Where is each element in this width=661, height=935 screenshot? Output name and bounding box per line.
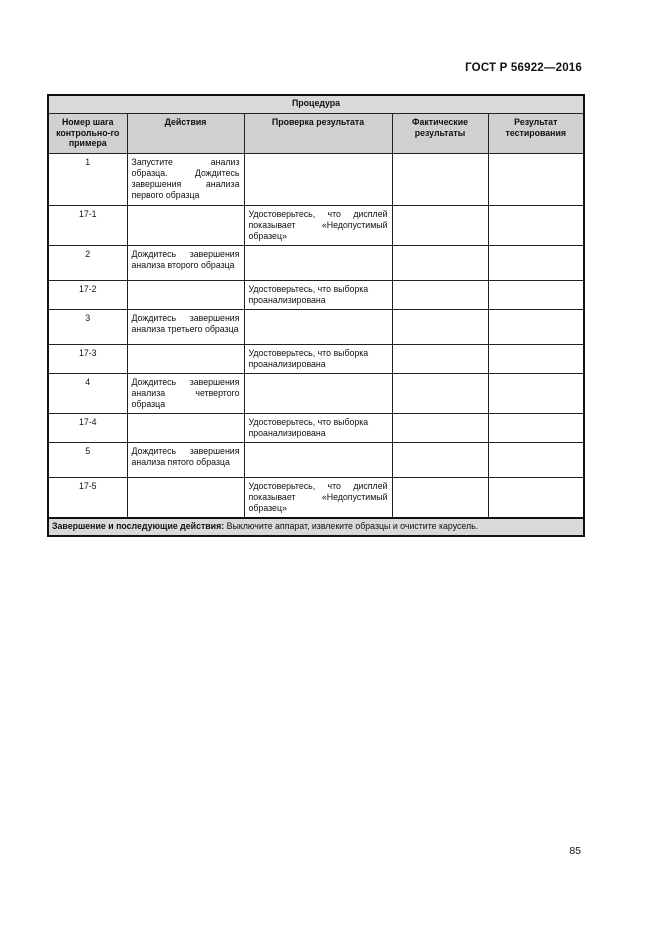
table-row — [48, 310, 584, 345]
completion-note-lead: Завершение и последующие действия: — [52, 521, 225, 531]
check-cell: Удостоверьтесь, что выборка проанализирована — [244, 281, 392, 310]
result-cell — [488, 478, 584, 519]
completion-note-text: Выключите аппарат, извлеките образцы и очистите карусель. — [224, 521, 479, 531]
check-cell — [244, 310, 392, 345]
result-cell — [488, 374, 584, 414]
column-header-check: Проверка результата — [244, 114, 392, 154]
step-number: 1 — [48, 154, 127, 206]
procedure-table — [47, 94, 585, 537]
step-number: 4 — [48, 374, 127, 414]
result-cell — [488, 281, 584, 310]
result-cell — [488, 206, 584, 246]
column-header-actions: Действия — [127, 114, 244, 154]
table-row — [48, 154, 584, 206]
actual-cell — [392, 414, 488, 443]
result-cell — [488, 310, 584, 345]
check-cell: Удостоверьтесь, что выборка проанализирована — [244, 414, 392, 443]
check-cell — [244, 443, 392, 478]
result-cell — [488, 414, 584, 443]
step-number: 2 — [48, 246, 127, 281]
table-row — [48, 478, 584, 519]
table-row — [48, 414, 584, 443]
column-header-result: Результат тестирования — [488, 114, 584, 154]
table-title: Процедура — [48, 95, 584, 114]
actual-cell — [392, 281, 488, 310]
step-number: 17-5 — [48, 478, 127, 519]
table-header-row — [48, 114, 584, 154]
action-cell — [127, 281, 244, 310]
action-cell: Дождитесь завершения анализа четвертого образца — [127, 374, 244, 414]
table-footer-row — [48, 518, 584, 536]
actual-cell — [392, 206, 488, 246]
result-cell — [488, 246, 584, 281]
actual-cell — [392, 154, 488, 206]
actual-cell — [392, 374, 488, 414]
table-row — [48, 206, 584, 246]
step-number: 17-4 — [48, 414, 127, 443]
step-number: 17-3 — [48, 345, 127, 374]
result-cell — [488, 154, 584, 206]
action-cell: Дождитесь завершения анализа пятого образца — [127, 443, 244, 478]
actual-cell — [392, 246, 488, 281]
column-header-step: Номер шага контрольно-го примера — [48, 114, 127, 154]
table-row — [48, 246, 584, 281]
table-row — [48, 281, 584, 310]
check-cell — [244, 154, 392, 206]
step-number: 3 — [48, 310, 127, 345]
action-cell — [127, 345, 244, 374]
step-number: 5 — [48, 443, 127, 478]
actual-cell — [392, 345, 488, 374]
table-row — [48, 443, 584, 478]
step-number: 17-1 — [48, 206, 127, 246]
actual-cell — [392, 443, 488, 478]
table-row — [48, 374, 584, 414]
check-cell: Удостоверьтесь, что дисплей показывает «Недопустимый образец» — [244, 478, 392, 519]
check-cell — [244, 374, 392, 414]
check-cell — [244, 246, 392, 281]
result-cell — [488, 345, 584, 374]
action-cell: Дождитесь завершения анализа третьего образца — [127, 310, 244, 345]
completion-note — [48, 518, 584, 536]
actual-cell — [392, 478, 488, 519]
column-header-actual: Фактические результаты — [392, 114, 488, 154]
result-cell — [488, 443, 584, 478]
action-cell — [127, 206, 244, 246]
action-cell — [127, 414, 244, 443]
actual-cell — [392, 310, 488, 345]
step-number: 17-2 — [48, 281, 127, 310]
page-number: 85 — [569, 845, 581, 857]
check-cell: Удостоверьтесь, что выборка проанализирована — [244, 345, 392, 374]
table-row — [48, 345, 584, 374]
standard-header: ГОСТ Р 56922—2016 — [465, 62, 582, 74]
action-cell: Дождитесь завершения анализа второго образца — [127, 246, 244, 281]
check-cell: Удостоверьтесь, что дисплей показывает «Недопустимый образец» — [244, 206, 392, 246]
action-cell — [127, 478, 244, 519]
table-title-row — [48, 95, 584, 114]
action-cell: Запустите анализ образца. Дождитесь завершения анализа первого образца — [127, 154, 244, 206]
